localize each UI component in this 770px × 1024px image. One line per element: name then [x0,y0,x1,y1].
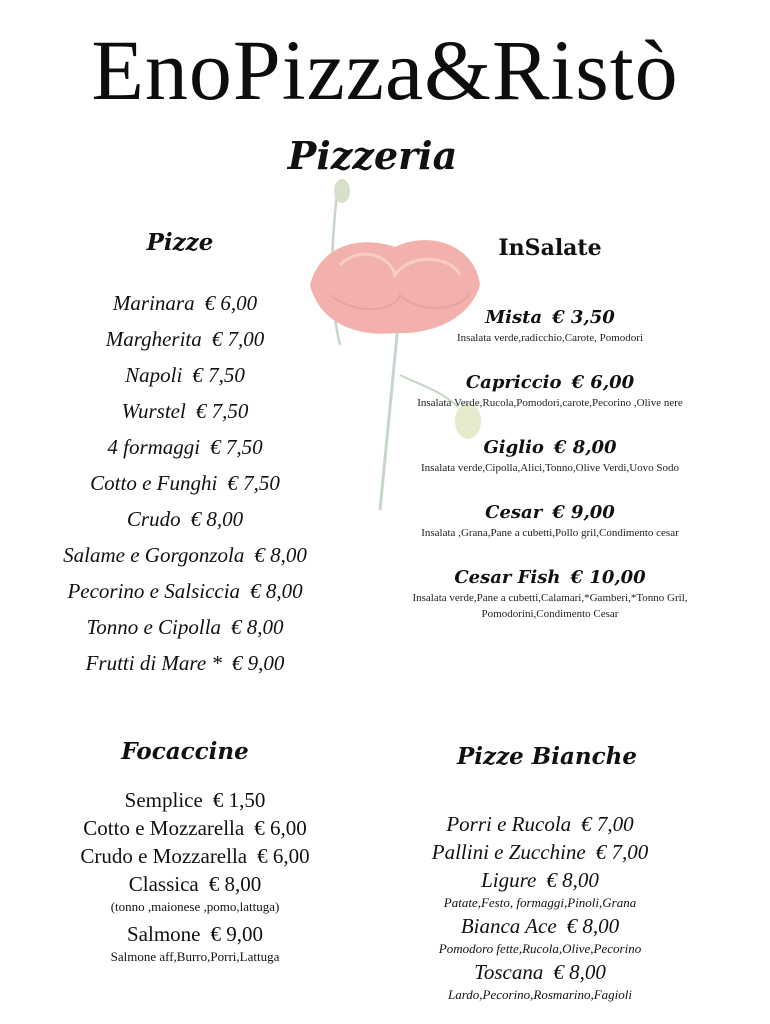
page-subtitle: Pizzeria [287,133,458,178]
list-item-description: Insalata Verde,Rucola,Pomodori,carote,Pecorino ,Olive nere [417,397,683,409]
list-item-name: Giglio € 8,00 [483,437,617,458]
list-item-description: (tonno ,maionese ,pomo,lattuga) [110,899,280,914]
list-item-description: Insalata verde,Cipolla,Alici,Tonno,Olive Verdi,Uovo Sodo [420,462,680,474]
section-heading-pizze-bianche: Pizze Bianche [457,743,637,770]
list-item-name: Toscana € 8,00 [474,960,606,984]
list-item-name: Classica € 8,00 [128,872,262,896]
list-item: Marinara € 6,00 [112,291,258,315]
restaurant-name: EnoPizza&Ristò [91,22,679,118]
list-item: Margherita € 7,00 [105,327,265,351]
list-item: Cotto e Funghi € 7,50 [90,471,280,495]
section-heading-focaccine: Focaccine [121,738,249,765]
pizze-bianche-list [380,810,700,1004]
list-item-description: Pomodoro fette,Rucola,Olive,Pecorino [438,941,642,956]
focaccine-list [25,786,365,970]
insalate-list [380,306,720,647]
section-heading-insalate: InSalate [498,235,602,261]
list-item-name: Capriccio € 6,00 [465,372,635,393]
list-item-name: Crudo e Mozzarella € 6,00 [80,844,310,868]
list-item-name: Pallini e Zucchine € 7,00 [431,840,649,864]
list-item: Wurstel € 7,50 [121,399,249,423]
pizze-list [20,285,350,681]
list-item-name: Mista € 3,50 [485,307,615,328]
list-item-name: Ligure € 8,00 [481,868,599,892]
list-item: Pecorino e Salsiccia € 8,00 [67,579,303,603]
list-item-description: Insalata ,Grana,Pane a cubetti,Pollo gril,Condimento cesar [421,527,679,539]
list-item-description: Salmone aff,Burro,Porri,Lattuga [110,949,280,964]
list-item-description: Insalata verde,Pane a cubetti,Calamari,*Gamberi,*Tonno Gril, Pomodorini,Condimento Cesar [412,592,688,620]
list-item-name: Semplice € 1,50 [124,788,266,812]
list-item-description: Insalata verde,radicchio,Carote, Pomodori [456,332,644,344]
list-item: Salame e Gorgonzola € 8,00 [63,543,307,567]
list-item-name: Cesar € 9,00 [485,502,615,523]
list-item-description: Patate,Festo, formaggi,Pinoli,Grana [443,895,637,910]
list-item: 4 formaggi € 7,50 [107,435,263,459]
list-item-name: Porri e Rucola € 7,00 [446,812,634,836]
list-item-name: Bianca Ace € 8,00 [460,914,620,938]
list-item: Napoli € 7,50 [125,363,245,387]
list-item-name: Salmone € 9,00 [127,922,263,946]
list-item-name: Cesar Fish € 10,00 [454,567,646,588]
list-item-description: Lardo,Pecorino,Rosmarino,Fagioli [447,987,633,1002]
list-item: Crudo € 8,00 [126,507,244,531]
list-item-name: Cotto e Mozzarella € 6,00 [83,816,307,840]
list-item: Frutti di Mare * € 9,00 [85,651,285,675]
list-item: Tonno e Cipolla € 8,00 [86,615,284,639]
section-heading-pizze: Pizze [146,229,214,256]
